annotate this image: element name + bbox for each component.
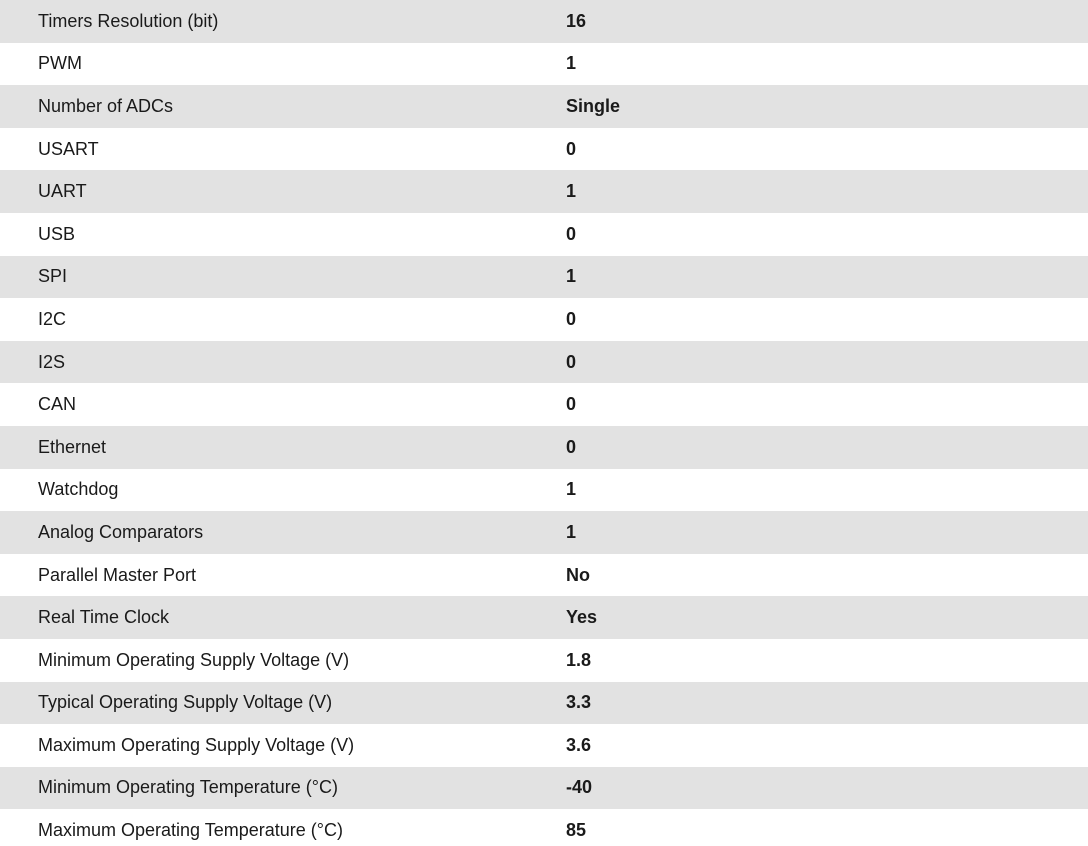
spec-value: 0 (566, 223, 577, 244)
table-row (0, 298, 1088, 341)
spec-label: Real Time Clock (38, 607, 170, 628)
spec-label: Analog Comparators (38, 521, 204, 542)
spec-label: I2C (38, 308, 67, 329)
table-row (0, 170, 1088, 213)
spec-label: Minimum Operating Temperature (°C) (38, 777, 338, 798)
table-row (0, 383, 1088, 426)
table-row (0, 554, 1088, 597)
spec-label: CAN (38, 394, 77, 415)
table-row (0, 767, 1088, 810)
spec-value: 1 (566, 479, 577, 500)
spec-label: Parallel Master Port (38, 564, 197, 585)
spec-value: 85 (566, 820, 587, 841)
spec-label: PWM (38, 53, 82, 74)
spec-label: Typical Operating Supply Voltage (V) (38, 692, 333, 713)
table-row (0, 0, 1088, 43)
spec-label: Number of ADCs (38, 95, 174, 116)
spec-label: USB (38, 223, 76, 244)
table-row (0, 596, 1088, 639)
spec-label: Watchdog (38, 479, 119, 500)
spec-value: 1 (566, 266, 577, 287)
spec-label: Maximum Operating Supply Voltage (V) (38, 734, 355, 755)
spec-label: USART (38, 138, 99, 159)
spec-label: Ethernet (38, 436, 107, 457)
spec-value: -40 (566, 777, 593, 798)
table-row (0, 639, 1088, 682)
spec-value: 16 (566, 10, 587, 31)
spec-label: UART (38, 181, 87, 202)
table-row (0, 256, 1088, 299)
spec-label: Timers Resolution (bit) (38, 10, 219, 31)
spec-value: 0 (566, 351, 577, 372)
spec-label: Minimum Operating Supply Voltage (V) (38, 649, 350, 670)
table-row (0, 341, 1088, 384)
spec-label: SPI (38, 266, 68, 287)
spec-value: 1.8 (566, 649, 592, 670)
table-row (0, 426, 1088, 469)
spec-value: No (566, 564, 590, 585)
table-row (0, 511, 1088, 554)
spec-value: Yes (566, 607, 598, 628)
spec-value: 0 (566, 138, 577, 159)
spec-value: 3.6 (566, 734, 592, 755)
spec-value: 0 (566, 394, 577, 415)
table-row (0, 213, 1088, 256)
table-row (0, 128, 1088, 171)
table-row (0, 85, 1088, 128)
spec-value: Single (566, 95, 621, 116)
spec-value: 1 (566, 181, 577, 202)
spec-value: 1 (566, 53, 577, 74)
spec-value: 1 (566, 521, 577, 542)
spec-label: I2S (38, 351, 66, 372)
table-row (0, 43, 1088, 86)
spec-value: 0 (566, 308, 577, 329)
table-row (0, 469, 1088, 512)
table-row (0, 724, 1088, 767)
table-row (0, 682, 1088, 725)
table-row (0, 809, 1088, 846)
spec-value: 3.3 (566, 692, 592, 713)
spec-value: 0 (566, 436, 577, 457)
spec-label: Maximum Operating Temperature (°C) (38, 820, 343, 841)
